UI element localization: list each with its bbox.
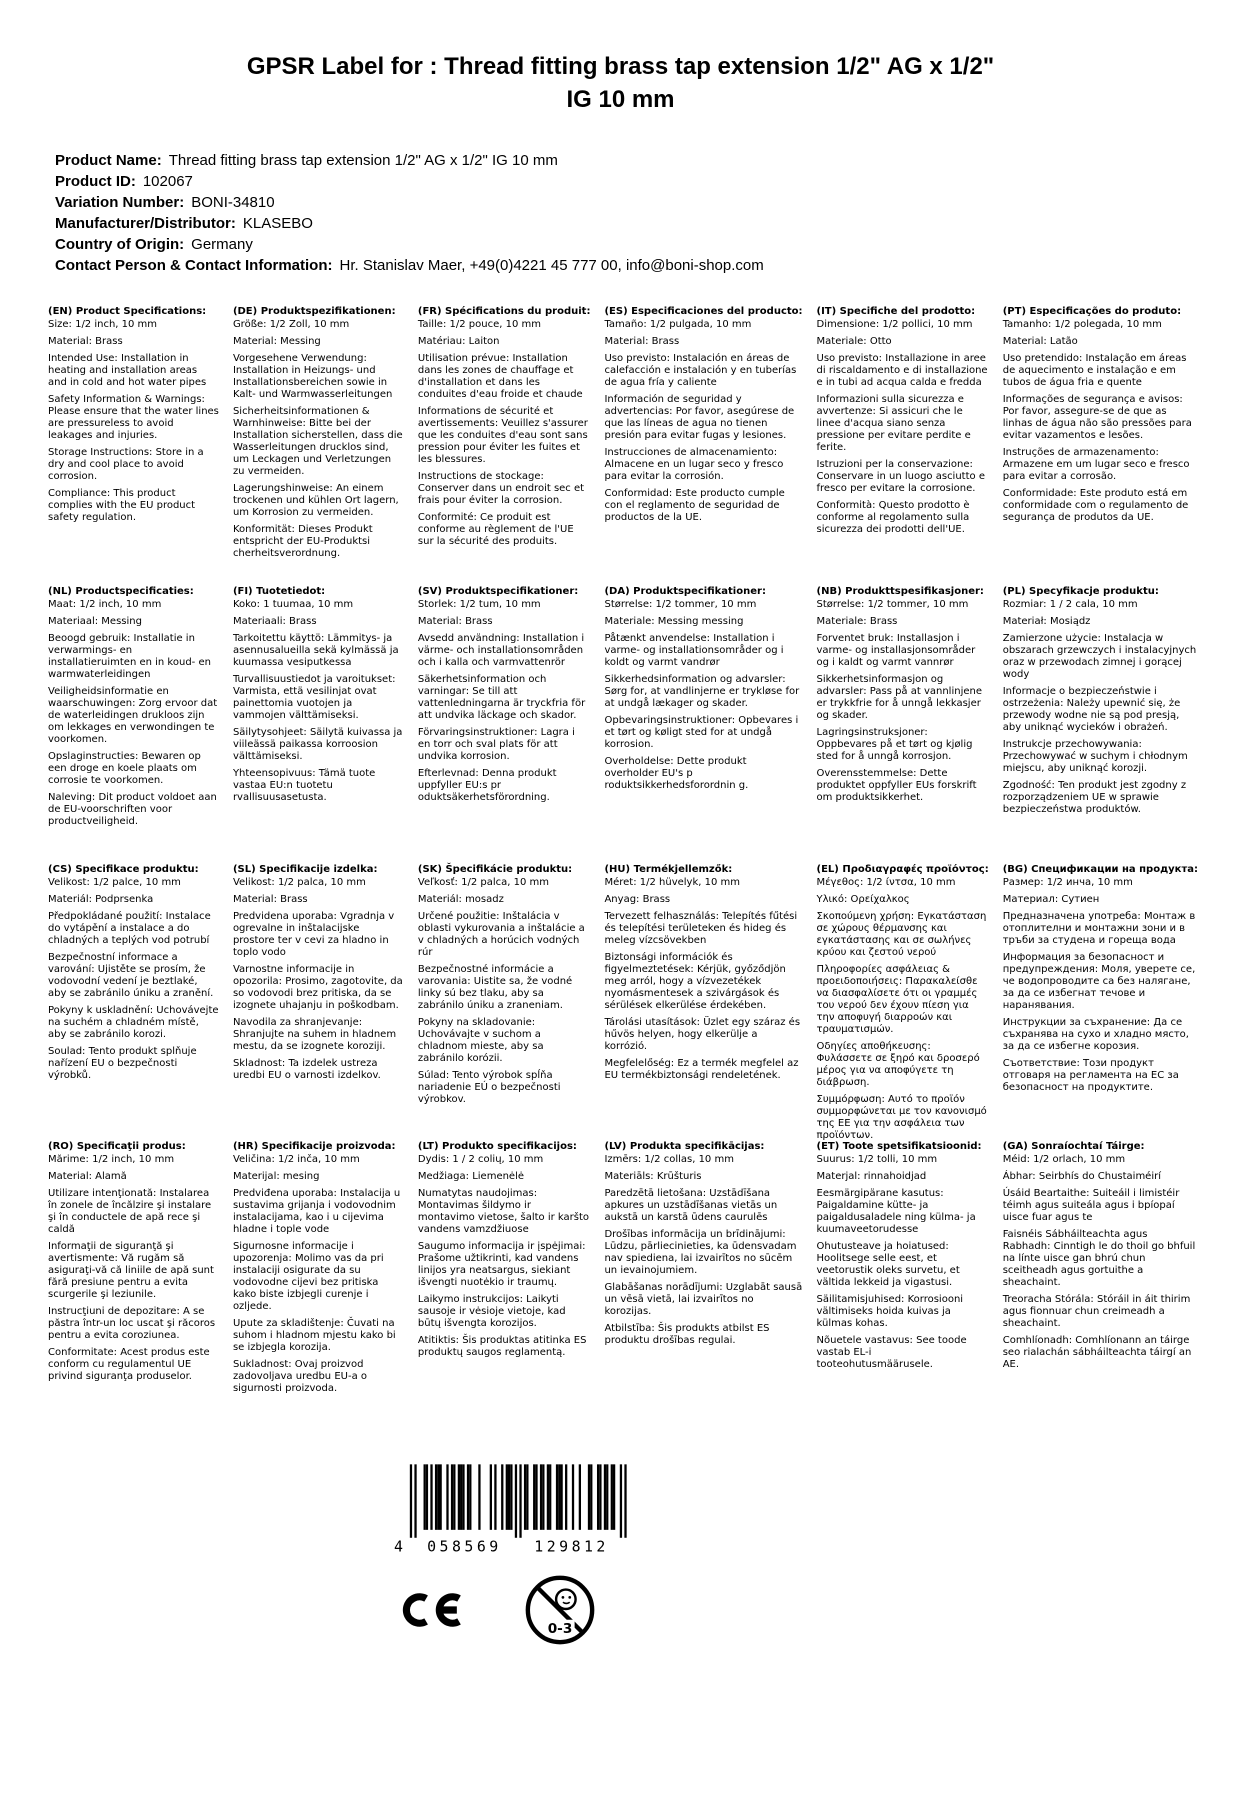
spec-paragraph: Upute za skladištenje: Čuvati na suhom i hladnom mjestu kako bi se izbjegla korozija. — [232, 1318, 396, 1353]
spec-block-de — [233, 306, 404, 586]
gpsr-label-page — [0, 50, 1241, 1804]
spec-block-et — [817, 1141, 989, 1400]
spec-heading: (EL) Προδιαγραφές προϊόντος: — [816, 864, 989, 875]
spec-paragraph: Sikkerhedsinformation og advarsler: Sørg for, at vandlinjerne er trykløse for at undgå lækager og skader. — [604, 674, 800, 709]
spec-paragraph: Opslaginstructies: Bewaren op een droge en koele plaats om corrosie te voorkomen. — [48, 751, 201, 786]
spec-paragraph: Určené použitie: Inštalácia v oblasti vykurovania a inštalácie a v chladných a horúcich vodných rúr — [417, 911, 585, 958]
spec-heading: (SK) Špecifikácie produktu: — [417, 864, 573, 875]
spec-paragraph: Informaţii de siguranţă şi avertismente: Vă rugăm să asiguraţi-vă că liniile de apă sunt fără presiune pentru a evita scurgerile şi leziunile. — [48, 1241, 214, 1300]
product-info-row — [55, 255, 1241, 276]
spec-paragraph: Conformité: Ce produit est conforme au règlement de l'UE sur la sécurité des produits. — [417, 512, 574, 547]
spec-paragraph: Méret: 1/2 hüvelyk, 10 mm — [604, 877, 741, 888]
spec-paragraph: Drošības informācija un brīdinājumi: Lūdzu, pārliecinieties, ka ūdensvadam nav spiediena, lai izvairītos no sūcēm un ievainojumiem. — [604, 1229, 797, 1276]
spec-paragraph: Lagringsinstruksjoner: Oppbevares på et tørt og kjølig sted for å unngå korrosjon. — [816, 727, 973, 762]
spec-paragraph: Материал: Сутиен — [1002, 894, 1100, 905]
spec-paragraph: Tamanho: 1/2 polegada, 10 mm — [1002, 319, 1162, 330]
spec-paragraph: Material: Latão — [1002, 336, 1078, 347]
spec-paragraph: Tamaño: 1/2 pulgada, 10 mm — [604, 319, 752, 330]
spec-paragraph: Υλικό: Ορείχαλκος — [816, 894, 910, 905]
spec-paragraph: Materiál: mosadz — [417, 894, 504, 905]
spec-paragraph: Material: Messing — [232, 336, 321, 347]
spec-paragraph: Utilisation prévue: Installation dans les zones de chauffage et d'installation et dans les conduites d'eau froide et chaude — [417, 353, 583, 400]
field-label: Manufacturer/Distributor: — [55, 215, 236, 232]
spec-paragraph: Veľkosť: 1/2 palca, 10 mm — [417, 877, 549, 888]
spec-paragraph: Pokyny k uskladnění: Uchovávejte na suchém a chladném místě, aby se zabránilo korozi. — [48, 1005, 219, 1040]
product-info-row — [55, 171, 1241, 192]
spec-paragraph: Glabāšanas norādījumi: Uzglabāt sausā un vēsā vietā, lai izvairītos no korozijas. — [604, 1282, 803, 1317]
spec-paragraph: Mărime: 1/2 inch, 10 mm — [48, 1154, 175, 1165]
spec-paragraph: Größe: 1/2 Zoll, 10 mm — [232, 319, 350, 330]
spec-paragraph: Conformità: Questo prodotto è conforme al regolamento sulla sicurezza dei prodotti dell'UE. — [816, 500, 970, 535]
spec-paragraph: Instructions de stockage: Conserver dans un endroit sec et frais pour éviter la corrosion. — [417, 471, 585, 506]
spec-paragraph: Информация за безопасност и предупреждения: Моля, уверете се, че водопроводите са без налягане, за да се избегнат течове и наранявания. — [1002, 952, 1196, 1011]
field-value: KLASEBO — [242, 215, 313, 232]
spec-paragraph: Materiál: Podprsenka — [48, 894, 154, 905]
spec-paragraph: Comhlíonadh: Comhlíonann an táirge seo rialachán sábháilteachta táirgí an AE. — [1002, 1335, 1192, 1370]
spec-paragraph: Información de seguridad y advertencias: Por favor, asegúrese de que las líneas de agua no tienen presión para evitar fugas y lesiones. — [604, 394, 795, 441]
spec-paragraph: Konformität: Dieses Produkt entspricht der EU-Produktsi cherheitsverordnung. — [232, 524, 373, 559]
spec-block-el — [817, 864, 989, 1141]
spec-paragraph: Materijal: mesing — [232, 1171, 320, 1182]
spec-paragraph: Materiāls: Krūšturis — [604, 1171, 702, 1182]
spec-paragraph: Velikost: 1/2 palca, 10 mm — [232, 877, 366, 888]
spec-paragraph: Compliance: This product complies with the EU product safety regulation. — [48, 488, 196, 523]
spec-paragraph: Koko: 1 tuumaa, 10 mm — [232, 599, 354, 610]
spec-block-hu — [604, 864, 802, 1141]
spec-paragraph: Opbevaringsinstruktioner: Opbevares i et tørt og køligt sted for at undgå korrosion. — [604, 715, 799, 750]
spec-paragraph: Informations de sécurité et avertissements: Veuillez s'assurer que les conduites d'eau sont sans pression pour éviter les fuites et les blessures. — [417, 406, 588, 465]
spec-paragraph: Размер: 1/2 инча, 10 mm — [1002, 877, 1133, 888]
spec-paragraph: Instruções de armazenamento: Armazene em um lugar seco e fresco para evitar a corrosão. — [1002, 447, 1190, 482]
spec-paragraph: Instrucţiuni de depozitare: A se păstra într-un loc uscat şi răcoros pentru a evita coroziunea. — [48, 1306, 216, 1341]
spec-block-hr — [233, 1141, 404, 1400]
spec-heading: (FI) Tuotetiedot: — [232, 586, 326, 597]
spec-heading: (PL) Specyfikacje produktu: — [1002, 586, 1159, 597]
spec-paragraph: Materiał: Mosiądz — [1002, 616, 1091, 627]
spec-block-en — [48, 306, 219, 586]
spec-paragraph: Storlek: 1/2 tum, 10 mm — [417, 599, 541, 610]
spec-paragraph: Material: Brass — [417, 616, 493, 627]
spec-paragraph: Tárolási utasítások: Üzlet egy száraz és hűvös helyen, hogy elkerülje a korrózió. — [604, 1017, 801, 1052]
spec-paragraph: Biztonsági információk és figyelmeztetések: Kérjük, győződjön meg arról, hogy a vízvezetékek nyomásmentesek a szivárgások és sérülések elkerülése érdekében. — [604, 952, 786, 1011]
spec-block-sk — [418, 864, 591, 1141]
spec-block-lt — [418, 1141, 591, 1400]
spec-heading: (PT) Especificações do produto: — [1002, 306, 1182, 317]
spec-paragraph: Informações de segurança e avisos: Por favor, assegure-se de que as linhas de água não são pressões para evitar vazamentos e lesões. — [1002, 394, 1192, 441]
spec-heading: (LV) Produkta specifikācijas: — [604, 1141, 765, 1152]
spec-block-ro — [48, 1141, 219, 1400]
ean13-barcode — [388, 1462, 646, 1556]
spec-heading: (BG) Спецификации на продукта: — [1002, 864, 1198, 875]
spec-paragraph: Size: 1/2 inch, 10 mm — [48, 319, 158, 330]
spec-paragraph: Förvaringsinstruktioner: Lagra i en torr och sval plats för att undvika korrosion. — [417, 727, 575, 762]
spec-paragraph: Faisnéis Sábháilteachta agus Rabhadh: Cinntigh le do thoil go bhfuil na línte uisce gan bhrú chun sceitheadh agus gortuithe a sheachaint. — [1002, 1229, 1196, 1288]
field-label: Product ID: — [55, 173, 136, 190]
spec-paragraph: Matériau: Laiton — [417, 336, 500, 347]
spec-heading: (RO) Specificaţii produs: — [48, 1141, 186, 1152]
barcode-group-2: 129812 — [534, 1537, 609, 1556]
spec-block-pt — [1003, 306, 1198, 586]
spec-paragraph: Ohutusteave ja hoiatused: Hoolitsege selle eest, et veetorustik oleks survetu, et vältida lekkeid ja vigastusi. — [816, 1241, 960, 1288]
spec-block-da — [604, 586, 802, 864]
spec-paragraph: Ábhar: Seirbhís do Chustaiméirí — [1002, 1171, 1161, 1182]
spec-paragraph: Material: Brass — [48, 336, 123, 347]
spec-paragraph: Säkerhetsinformation och varningar: Se till att vattenledningarna är tryckfria för att undvika läckage och skador. — [417, 674, 586, 721]
specs-grid — [48, 306, 1198, 1400]
spec-paragraph: Tervezett felhasználás: Telepítés fűtési és telepítési területeken és hideg és meleg vízcsövekben — [604, 911, 798, 946]
spec-heading: (FR) Spécifications du produit: — [417, 306, 591, 317]
spec-paragraph: Conformitate: Acest produs este conform cu regulamentul UE privind siguranţa produselor. — [48, 1347, 210, 1382]
spec-block-sl — [233, 864, 404, 1141]
spec-paragraph: Uso previsto: Instalación en áreas de calefacción e instalación y en tuberías de agua fría y caliente — [604, 353, 797, 388]
spec-paragraph: Istruzioni per la conservazione: Conservare in un luogo asciutto e fresco per evitare la corrosione. — [816, 459, 985, 494]
spec-block-ga — [1003, 1141, 1198, 1400]
spec-paragraph: Materiale: Brass — [816, 616, 898, 627]
age-warning-label: 0-3 — [547, 1620, 573, 1637]
spec-paragraph: Предназначена употреба: Монтаж в отоплителни и монтажни зони и в тръби за студена и гореща вода — [1002, 911, 1196, 946]
spec-paragraph: Conformidade: Este produto está em conformidade com o regulamento de segurança de produtos da UE. — [1002, 488, 1189, 523]
field-label: Product Name: — [55, 152, 162, 169]
spec-block-fr — [418, 306, 591, 586]
spec-paragraph: Uso pretendido: Instalação em áreas de aquecimento e instalação e em tubos de água fria e quente — [1002, 353, 1187, 388]
spec-paragraph: Påtænkt anvendelse: Installation i varme- og installationsområder og i koldt og varmt vandrør — [604, 633, 784, 668]
field-label: Contact Person & Contact Information: — [55, 257, 333, 274]
spec-paragraph: Maat: 1/2 inch, 10 mm — [48, 599, 162, 610]
spec-heading: (ES) Especificaciones del producto: — [604, 306, 803, 317]
spec-paragraph: Dydis: 1 / 2 colių, 10 mm — [417, 1154, 544, 1165]
spec-paragraph: Atbilstība: Šis produkts atbilst ES produktu drošības regulai. — [604, 1323, 770, 1346]
spec-paragraph: Materiale: Messing messing — [604, 616, 744, 627]
spec-paragraph: Taille: 1/2 pouce, 10 mm — [417, 319, 541, 330]
spec-paragraph: Съответствие: Този продукт отговаря на регламента на ЕС за безопасност на продуктите. — [1002, 1058, 1179, 1093]
spec-paragraph: Suurus: 1/2 tolli, 10 mm — [816, 1154, 938, 1165]
spec-heading: (GA) Sonraíochtaí Táirge: — [1002, 1141, 1145, 1152]
barcode-digit-left: 4 — [393, 1537, 403, 1556]
spec-paragraph: Инструкции за съхранение: Да се съхранява на сухо и хладно място, за да се избегне корозия. — [1002, 1017, 1189, 1052]
field-value: 102067 — [142, 173, 193, 190]
spec-block-sv — [418, 586, 591, 864]
spec-paragraph: Utilizare intenţionată: Instalarea în zonele de încălzire şi instalare şi în conductele de apă rece şi caldă — [48, 1188, 212, 1235]
spec-heading: (DE) Produktspezifikationen: — [232, 306, 396, 317]
spec-paragraph: Overholdelse: Dette produkt overholder EU's p roduktsikkerhedsforordnin g. — [604, 756, 749, 791]
spec-paragraph: Naleving: Dit product voldoet aan de EU-voorschriften voor productveiligheid. — [48, 792, 217, 827]
barcode-group-1: 058569 — [427, 1537, 502, 1556]
spec-paragraph: Material: Alamă — [48, 1171, 127, 1182]
spec-heading: (CS) Specifikace produktu: — [48, 864, 199, 875]
spec-heading: (LT) Produkto specifikacijos: — [417, 1141, 577, 1152]
spec-paragraph: Veiligheidsinformatie en waarschuwingen: Zorg ervoor dat de waterleidingen drukloos zijn om lekkages en verwondingen te voorkomen. — [48, 686, 218, 745]
spec-paragraph: Storage Instructions: Store in a dry and cool place to avoid corrosion. — [48, 447, 204, 482]
spec-paragraph: Dimensione: 1/2 pollici, 10 mm — [816, 319, 973, 330]
spec-paragraph: Säilitamisjuhised: Korrosiooni vältimiseks hoida kuivas ja külmas kohas. — [816, 1294, 964, 1329]
spec-paragraph: Overensstemmelse: Dette produktet oppfyller EUs forskrift om produktsikkerhet. — [816, 768, 977, 803]
spec-paragraph: Méid: 1/2 orlach, 10 mm — [1002, 1154, 1126, 1165]
spec-paragraph: Instrucciones de almacenamiento: Almacene en un lugar seco y fresco para evitar la corrosión. — [604, 447, 784, 482]
spec-paragraph: Informacje o bezpieczeństwie i ostrzeżenia: Należy upewnić się, że przewody wodne nie są pod presją, aby uniknąć wycieków i obrażeń. — [1002, 686, 1181, 733]
spec-paragraph: Zamierzone użycie: Instalacja w obszarach grzewczych i instalacyjnych oraz w przewodach zimnej i gorącej wody — [1002, 633, 1197, 680]
spec-block-pl — [1003, 586, 1198, 864]
spec-block-cs — [48, 864, 219, 1141]
spec-paragraph: Lagerungshinweise: An einem trockenen und kühlen Ort lagern, um Korrosion zu vermeiden. — [232, 483, 399, 518]
spec-paragraph: Saugumo informacija ir įspėjimai: Prašome užtikrinti, kad vandens linijos yra neatsargus, siekiant išvengti nuotėkio ir traumų. — [417, 1241, 586, 1288]
spec-paragraph: Material: Brass — [604, 336, 680, 347]
spec-paragraph: Materiaali: Brass — [232, 616, 317, 627]
spec-paragraph: Material: Brass — [232, 894, 308, 905]
spec-paragraph: Størrelse: 1/2 tommer, 10 mm — [604, 599, 757, 610]
spec-paragraph: Úsáid Beartaithe: Suiteáil i limistéir téimh agus suiteála agus i bpíopaí uisce fuar agus te — [1002, 1188, 1180, 1223]
spec-paragraph: Predviđena uporaba: Instalacija u sustavima grijanja i vodovodnim instalacijama, kao i u cijevima hladne i tople vode — [232, 1188, 401, 1235]
spec-paragraph: Eesmärgipärane kasutus: Paigaldamine kütte- ja paigaldusaladele ning külma- ja kuumaveetorudesse — [816, 1188, 976, 1235]
spec-heading: (SL) Specifikacije izdelka: — [232, 864, 378, 875]
spec-paragraph: Säilytysohjeet: Säilytä kuivassa ja viileässä paikassa korroosion välttämiseksi. — [232, 727, 403, 762]
spec-paragraph: Veličina: 1/2 inča, 10 mm — [232, 1154, 360, 1165]
spec-paragraph: Velikost: 1/2 palce, 10 mm — [48, 877, 181, 888]
spec-paragraph: Zgodność: Ten produkt jest zgodny z rozporządzeniem UE w sprawie bezpieczeństwa produktów. — [1002, 780, 1187, 815]
spec-paragraph: Συμμόρφωση: Αυτό το προϊόν συμμορφώνεται με τον κανονισμό της ΕΕ για την ασφάλεια των προϊόντων. — [816, 1094, 987, 1141]
spec-paragraph: Nõuetele vastavus: See toode vastab EL-i tooteohutusmäärusele. — [816, 1335, 967, 1370]
spec-heading: (DA) Produktspecifikationer: — [604, 586, 766, 597]
spec-paragraph: Předpokládané použití: Instalace do vytápění a instalace a do chladných a teplých vod potrubí — [48, 911, 211, 946]
spec-block-bg — [1003, 864, 1198, 1141]
product-info-row — [55, 192, 1241, 213]
spec-paragraph: Skladnost: Ta izdelek ustreza uredbi EU o varnosti izdelkov. — [232, 1058, 381, 1081]
spec-paragraph: Avsedd användning: Installation i värme- och installationsområden och i kalla och varmvattenrör — [417, 633, 585, 668]
spec-paragraph: Pokyny na skladovanie: Uchovávajte v suchom a chladnom mieste, aby sa zabránilo korózii. — [417, 1017, 544, 1064]
spec-paragraph: Medžiaga: Liemenėlė — [417, 1171, 525, 1182]
field-label: Country of Origin: — [55, 236, 185, 253]
spec-paragraph: Bezpečnostní informace a varování: Ujistěte se prosím, že vodovodní vedení je beztlaké, aby se zabránilo úniku a zranění. — [48, 952, 214, 999]
spec-paragraph: Πληροφορίες ασφάλειας & προειδοποιήσεις: Παρακαλείσθε να διασφαλίσετε ότι οι γραμμές του νερού δεν έχουν πίεση για την αποφυγή διαρροών και τραυματισμών. — [816, 964, 978, 1035]
spec-paragraph: Forventet bruk: Installasjon i varme- og installasjonsområder og i kaldt og varmt vannrør — [816, 633, 976, 668]
age-warning-0-3-icon — [522, 1572, 598, 1648]
spec-paragraph: Σκοπούμενη χρήση: Εγκατάσταση σε χώρους θέρμανσης και εγκατάστασης και σε σωλήνες κρύου και ζεστού νερού — [816, 911, 987, 958]
page-title — [131, 50, 1111, 116]
spec-heading: (NL) Productspecificaties: — [48, 586, 194, 597]
spec-paragraph: Materiale: Otto — [816, 336, 892, 347]
spec-paragraph: Numatytas naudojimas: Montavimas šildymo ir montavimo vietose, šalto ir karšto vandens vamzdžiuose — [417, 1188, 589, 1235]
page-title-line2: IG 10 mm — [566, 86, 675, 113]
spec-paragraph: Intended Use: Installation in heating and installation areas and in cold and hot water pipes — [48, 353, 207, 388]
spec-paragraph: Laikymo instrukcijos: Laikyti sausoje ir vėsioje vietoje, kad būtų išvengta korozijos. — [417, 1294, 566, 1329]
product-info-row — [55, 150, 1241, 171]
spec-paragraph: Safety Information & Warnings: Please ensure that the water lines are pressureless to avoid leakages and injuries. — [48, 394, 219, 441]
spec-paragraph: Soulad: Tento produkt splňuje nařízení EU o bezpečnosti výrobků. — [48, 1046, 197, 1081]
spec-paragraph: Rozmiar: 1 / 2 cala, 10 mm — [1002, 599, 1138, 610]
spec-paragraph: Izmērs: 1/2 collas, 10 mm — [604, 1154, 734, 1165]
spec-paragraph: Treoracha Stórála: Stóráil in áit thirim agus fionnuar chun creimeadh a sheachaint. — [1002, 1294, 1191, 1329]
spec-paragraph: Turvallisuustiedot ja varoitukset: Varmista, että vesilinjat ovat painettomia vuotojen ja vammojen välttämiseksi. — [232, 674, 396, 721]
spec-heading: (ET) Toote spetsifikatsioonid: — [816, 1141, 982, 1152]
spec-paragraph: Informazioni sulla sicurezza e avvertenze: Si assicuri che le linee d'acqua siano senza pressione per evitare perdite e ferite. — [816, 394, 971, 453]
page-title-line1: GPSR Label for : Thread fitting brass tap extension 1/2" AG x 1/2" — [246, 53, 995, 80]
spec-block-fi — [233, 586, 404, 864]
spec-paragraph: Beoogd gebruik: Installatie in verwarmings- en installatieruimten en in koud- en warmwaterleidingen — [48, 633, 211, 680]
compliance-marks — [402, 1572, 688, 1648]
footer — [388, 1462, 688, 1648]
spec-heading: (HR) Specifikacije proizvoda: — [232, 1141, 396, 1152]
product-info-row — [55, 234, 1241, 255]
spec-paragraph: Megfelelőség: Ez a termék megfelel az EU termékbiztonsági rendeletének. — [604, 1058, 799, 1081]
field-label: Variation Number: — [55, 194, 185, 211]
spec-heading: (IT) Specifiche del prodotto: — [816, 306, 976, 317]
spec-heading: (NB) Produkttspesifikasjoner: — [816, 586, 984, 597]
spec-paragraph: Paredzētā lietošana: Uzstādīšana apkures un uzstādīšanas vietās un aukstā un karstā ūdens caurulēs — [604, 1188, 778, 1223]
product-info — [55, 150, 1241, 276]
field-value: Thread fitting brass tap extension 1/2" AG x 1/2" IG 10 mm — [168, 152, 558, 169]
spec-paragraph: Bezpečnostné informácie a varovania: Uistite sa, že vodné linky sú bez tlaku, aby sa zabránilo úniku a zraneniam. — [417, 964, 573, 1011]
spec-paragraph: Tarkoitettu käyttö: Lämmitys- ja asennusalueilla sekä kylmässä ja kuumassa vesiputkessa — [232, 633, 399, 668]
spec-heading: (SV) Produktspecifikationer: — [417, 586, 579, 597]
spec-paragraph: Uso previsto: Installazione in aree di riscaldamento e di installazione e in tubi ad acqua calda e fredda — [816, 353, 988, 388]
spec-paragraph: Sigurnosne informacije i upozorenja: Molimo vas da pri instalaciji osigurate da su vodovodne cijevi bez pritiska kako biste izbjegli curenje i ozljede. — [232, 1241, 384, 1312]
spec-paragraph: Efterlevnad: Denna produkt uppfyller EU:s pr oduktsäkerhetsförordning. — [417, 768, 557, 803]
spec-paragraph: Varnostne informacije in opozorila: Prosimo, zagotovite, da so vodovodi brez pritiska, da se izognete uhajanju in poškodbam. — [232, 964, 403, 1011]
spec-block-es — [604, 306, 802, 586]
ce-mark-icon — [402, 1590, 470, 1630]
spec-heading: (HU) Termékjellemzők: — [604, 864, 733, 875]
spec-block-nl — [48, 586, 219, 864]
spec-paragraph: Materjal: rinnahoidjad — [816, 1171, 927, 1182]
barcode-bars — [410, 1464, 627, 1537]
spec-paragraph: Vorgesehene Verwendung: Installation in Heizungs- und Installationsbereichen sowie in Kalt- und Warmwasserleitungen — [232, 353, 393, 400]
spec-block-lv — [604, 1141, 802, 1400]
spec-paragraph: Instrukcje przechowywania: Przechowywać w suchym i chłodnym miejscu, aby uniknąć korozji. — [1002, 739, 1188, 774]
spec-paragraph: Sicherheitsinformationen & Warnhinweise: Bitte bei der Installation sicherstellen, dass die Wasserleitungen drucklos sind, um Leckagen und Verletzungen zu vermeiden. — [232, 406, 403, 477]
spec-paragraph: Οδηγίες αποθήκευσης: Φυλάσσετε σε ξηρό και δροσερό μέρος για να αποφύγετε τη διάβρωση. — [816, 1041, 980, 1088]
spec-heading: (EN) Product Specifications: — [48, 306, 207, 317]
spec-paragraph: Sukladnost: Ovaj proizvod zadovoljava uredbu EU-a o sigurnosti proizvoda. — [232, 1359, 367, 1394]
spec-paragraph: Súlad: Tento výrobok spĺňa nariadenie EÚ o bezpečnosti výrobkov. — [417, 1070, 561, 1105]
field-value: Germany — [191, 236, 253, 253]
spec-paragraph: Atitiktis: Šis produktas atitinka ES produktų saugos reglamentą. — [417, 1335, 587, 1358]
spec-paragraph: Størrelse: 1/2 tommer, 10 mm — [816, 599, 969, 610]
spec-paragraph: Yhteensopivuus: Tämä tuote vastaa EU:n tuotetu rvallisuusasetusta. — [232, 768, 376, 803]
spec-paragraph: Conformidad: Este producto cumple con el reglamento de seguridad de productos de la UE. — [604, 488, 785, 523]
spec-paragraph: Navodila za shranjevanje: Shranjujte na suhem in hladnem mestu, da se izognete koroziji. — [232, 1017, 397, 1052]
spec-block-nb — [817, 586, 989, 864]
spec-paragraph: Μέγεθος: 1/2 ίντσα, 10 mm — [816, 877, 956, 888]
spec-paragraph: Predvidena uporaba: Vgradnja v ogrevalne in inštalacijske prostore ter v cevi za hladno in toplo vodo — [232, 911, 395, 958]
spec-paragraph: Materiaal: Messing — [48, 616, 142, 627]
spec-block-it — [817, 306, 989, 586]
field-value: Hr. Stanislav Maer, +49(0)4221 45 777 00, info@boni-shop.com — [339, 257, 764, 274]
field-value: BONI-34810 — [191, 194, 275, 211]
spec-paragraph: Sikkerhetsinformasjon og advarsler: Pass på at vannlinjene er trykkfrie for å unngå lekkasjer og skader. — [816, 674, 982, 721]
spec-paragraph: Anyag: Brass — [604, 894, 671, 905]
product-info-row — [55, 213, 1241, 234]
